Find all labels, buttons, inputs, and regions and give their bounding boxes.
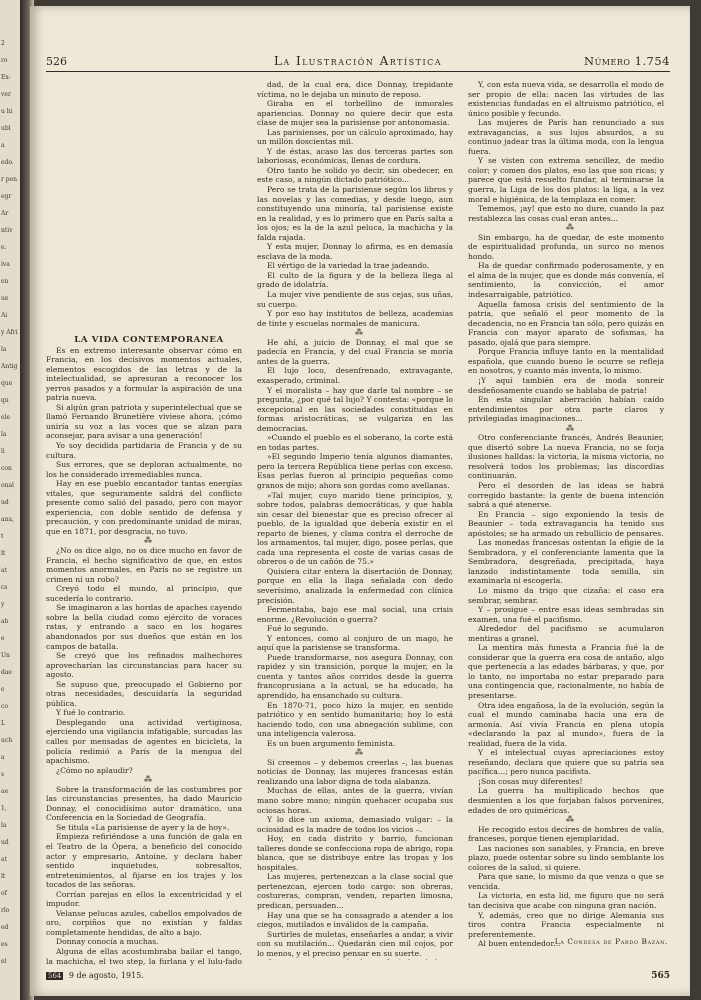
paragraph: Y por eso hay institutos de belleza, academias de tinte y escuelas normales de manicura. (257, 309, 453, 328)
edge-text-fragment: li (1, 448, 5, 455)
paragraph: dad, de la cual era, dice Donnay, trepidante víctima, no le dejaba un minuto de reposo. (257, 80, 453, 99)
paragraph: Corrían parejas en ellos la excentricidad y el impudor. (46, 889, 242, 909)
separator: ⁂ (566, 223, 576, 233)
edge-text-fragment: que (1, 380, 13, 387)
paragraph: El lujo loco, desenfrenado, extravagante, exasperado, criminal. (257, 366, 453, 385)
paragraph: Fué lo segundo. (267, 624, 329, 634)
paragraph: »El segundo Imperio tenía algunos diamantes, pero la tercera República tiene perlas con exceso. Esas perlas fueron al principio pequeñas como granos de mijo; ahora son gordas como avellanas. (257, 452, 453, 490)
separator: ⁂ (566, 815, 576, 825)
edge-text-fragment: ntiv (1, 227, 13, 234)
paragraph: Es un buen argumento feminista. (267, 738, 396, 748)
paragraph: Las mujeres de París han renunciado a sus extravagancias, a sus lujos absurdos, a su continuo jadear tras la última moda, con la lengua fuera. (468, 118, 664, 156)
separator: ⁂ (144, 536, 154, 546)
edge-text-fragment: en (1, 278, 9, 285)
edge-text-fragment: con (1, 465, 12, 472)
edge-text-fragment: 2 (1, 40, 5, 47)
edge-text-fragment: es (1, 941, 8, 948)
edge-text-fragment: ele (1, 414, 11, 421)
edge-text-fragment: t (1, 533, 4, 540)
separator: ⁂ (355, 748, 365, 758)
edge-text-fragment: uch (1, 737, 13, 744)
paragraph: Hoy, en cada distrito y barrio, funcionan talleres donde se confecciona ropa de abrigo, ropa blanca, que se distribuye entre las tropas y los hospitales. (257, 834, 453, 872)
column-3 (468, 80, 664, 960)
paragraph: ¿Cómo no aplaudir? (56, 765, 133, 775)
paragraph: Para que sane, lo mismo da que venza o que se vencida. (468, 872, 664, 891)
paragraph: Se titula «La parisiense de ayer y la de hoy». (56, 822, 230, 832)
paragraph: La mentira más funesta a Francia fué la de considerar que la guerra era cosa de antaño, algo que pertenecía a las edades bárbaras, y que, por lo tanto, no importaba no estar preparado para una contingencia que, racionalmente, no había de presentarse. (468, 643, 664, 700)
edge-text-fragment: ana, (1, 516, 14, 523)
edge-text-fragment: ed (1, 924, 9, 931)
edge-text-fragment: a (1, 142, 5, 149)
footer-page-number: 565 (651, 971, 670, 981)
paragraph: Es en extremo interesante observar cómo en Francia, en los decisivos momentos actuales, elementos escogidos de las letras y de la intelectualidad, se apresuran a reconocer los yerros pasados y a formular la aspiración de una patria nueva. (46, 345, 242, 403)
paragraph: Las mujeres, pertenezcan a la clase social que pertenezcan, ejercen todo cargo: son obreras, costureras, compran, venden, reparten limosna, predican, persuaden... (257, 872, 453, 911)
paragraph: Velanse pelucas azules, cabellos empolvados de oro, corpiños que no existían y faldas completamente hendidas, de alto a bajo. (46, 908, 242, 937)
author-signature: La Condesa de Pardo Bazán. (554, 937, 668, 946)
edge-text-fragment: ud (1, 839, 9, 846)
magazine-title: La Ilustración Artística (273, 54, 443, 68)
paragraph: Otra idea engañosa, la de la evolución, según la cual el mundo caminaba hacia una era de armonía. Así vivía Francia en plena utopía «declarando la paz al mundo», fuera de la realidad, fuera de la vida. (468, 700, 664, 748)
paragraph: Y el moralista – hay que darle tal nombre – se pregunta, ¿por qué tal lujo? Y contesta: «porque lo excepcional en las sociedades constituidas en formas aristocráticas, se vulgariza en las democracias. (257, 385, 453, 433)
paragraph: Alguna de ellas acostumbraba bailar el tango, la machicha, el two step, la furlana y el lulu-fado (46, 947, 242, 966)
paragraph: Lo mismo da trigo que cizaña: el caso era sembrar, sembrar. (468, 585, 664, 605)
previous-page-edge (0, 0, 20, 1000)
paragraph: Sobre la transformación de las costumbres por las circunstancias presentes, ha dado Mauricio Donnay, el conocidísimo autor dramático, una Conferencia en la Sociedad de Geografía. (46, 784, 242, 823)
paragraph: Y lo dice un axioma, demasiado vulgar: – la ociosidad es la madre de todos los vicios –. (257, 815, 453, 834)
edge-text-fragment: ro (1, 57, 8, 64)
paragraph: Y fué lo contrario. (56, 708, 126, 718)
edge-text-fragment: 1, (1, 805, 7, 812)
separator: ⁂ (355, 328, 365, 338)
page-footer (46, 971, 670, 985)
edge-text-fragment: lt (1, 873, 6, 880)
paragraph: Si creemos – y debemos creerlas –, las buenas noticias de Donnay, las mujeres francesas están realizando una labor digna de toda alabanza. (257, 757, 453, 786)
edge-text-fragment: ue (1, 295, 9, 302)
paragraph: ¿No os dice algo, no os dice mucho en favor de Francia, el hecho significativo de que, en estos momentos anormales, en París no se registre un crimen ni un robo? (46, 546, 242, 584)
paragraph: »Cuando el pueblo es el soberano, la corte está en todas partes. (257, 433, 453, 452)
edge-text-fragment: egr (1, 193, 12, 200)
edge-text-fragment: y Afri (1, 329, 18, 336)
footer-date: 9 de agosto, 1915. (68, 971, 144, 980)
edge-text-fragment: cs (1, 584, 8, 591)
magazine-page (30, 6, 690, 996)
paragraph: Y el intelectual cuyas apreciaciones estoy reseñando, declara que quiere que su patria sea pacífica...; pero nunca pacifista. (468, 748, 664, 777)
paragraph: Las naciones son sanables, y Francia, en breve plazo, puede ostentar sobre su lindo semblante los colores de la salud, si quiere. (468, 843, 664, 872)
paragraph: Si algún gran patriota y superintelectual que se llamó Fernando Brunetière viviese ahora, ¡cómo uniría su voz a las voces que se alzan para aconsejar, para avisar a una generación! (46, 402, 242, 441)
paragraph: Hay una que se ha consagrado a atender a los ciegos, mutilados e inválidos de la campaña. (257, 910, 453, 930)
paragraph (257, 958, 453, 960)
paragraph: Muchas de ellas, antes de la guerra, vivían mano sobre mano; ningún quehacer ocupaba sus ociosas horas. (257, 786, 453, 815)
edge-text-fragment: ah (1, 618, 9, 625)
edge-text-fragment: qu (1, 397, 9, 404)
paragraph: Y se visten con extrema sencillez, de medio color; y comen dos platos, eso las que son ricas; y parece que está resuelto fundar, al terminarse la guerra, la Liga de los dos platos: la liga, a la vez moral e higiénica, de la templaza en comer. (468, 156, 664, 204)
paragraph: Hay en ese pueblo encantador tantas energías vitales, que seguramente saldrá del conflicto presente como salió del pasado, pero con mayor experiencia, con doble sentido de defensa y precaución, y con predominante unidad de miras, que en 1871, por desgracia, no tuvo. (46, 479, 242, 536)
paragraph: »Tal mujer, cuyo marido tiene principios, y, sobre todos, palabras democráticas, y que habla sin cesar del bienestar que es preciso ofrecer al pueblo, de la igualdad que debería existir en el reparto de bienes, y clama contra el derroche de los armamentos, tal mujer, digo, posee perlas, que cada una representa el coste de varias casas de obreros o de un cañón de 75.» (257, 490, 453, 567)
edge-text-fragment: edo. (1, 159, 14, 166)
paragraph: Las monedas francesas ostentan la efigie de la Sembradora, y el conferenciante lamenta que la Sembradora, desgreñada, precipitada, haya lanzado indistintamente toda semilla, sin examinarla ni escogerla. (468, 538, 664, 586)
paragraph: Pero se trata de la parisiense según los libros y las novelas y las comedias, y desde luego, aun constituyendo una minoría, tal parisiense existe en la realidad, y es lo primero que en París salta a los ojos; es la de la azul peluca, la machicha y la falda rajada. (257, 185, 453, 242)
edge-text-fragment: e (1, 635, 5, 642)
edge-text-fragment: Ai (1, 312, 8, 319)
paragraph: Sus errores, que se deploran actualmente, no los he considerado irremediables nunca. (46, 460, 242, 479)
paragraph: El vértigo de la variedad la trae jadeando. (267, 261, 430, 271)
paragraph: He ahí, a juicio de Donnay, el mal que se padecía en Francia, y del cual Francia se moría antes de la guerra. (257, 337, 453, 366)
edge-text-fragment: co (1, 703, 8, 710)
edge-text-fragment: Ex- (1, 74, 11, 81)
edge-text-fragment: la (1, 346, 7, 353)
edge-text-fragment: lt (1, 550, 6, 557)
edge-text-fragment: dae (1, 669, 12, 676)
edge-text-fragment: Ar (1, 210, 9, 217)
paragraph: Ha de quedar confirmado poderosamente, y en el alma de la mujer, que es donde más convenía, el sentimiento, la convicción, el amor indesarraigable, patriótico. (468, 261, 664, 300)
paragraph: La mujer vive pendiente de sus cejas, sus uñas, su cuerpo. (257, 290, 453, 309)
paragraph: Empieza refiriéndose a una función de gala en el Teatro de la Ópera, a beneficio del conocido actor y empresario, Antoine, y declara haber sentido inquietudes, sobresaltos, entretenimientos, al fijarse en los trajes y los tocados de las señoras. (46, 832, 242, 890)
paragraph: Sin embargo, ha de quedar, de este momento de espiritualidad profunda, un surco no menos hondo. (468, 232, 664, 261)
edge-text-fragment: r pen (1, 176, 18, 183)
paragraph: Otro conferenciante francés, Andrés Beaunier, que disertó sobre La nueva Francia, no se forja ilusiones halldas: la victoria, la misma victoria, no resolverá todos los problemas; las discordias continuarán. (468, 433, 664, 481)
edge-text-fragment: iva (1, 261, 10, 268)
paragraph: Porque Francia influye tanto en la mentalidad española, que cuando bueno le ocurre se refleja en nosotros, y cuanto más inventa, lo mismo. (468, 347, 664, 376)
paragraph: Y de éstas, acaso las dos terceras partes son laboriosas, económicas, llenas de cordura. (257, 146, 453, 166)
paragraph: ¡Son cosas muy diferentes! (478, 776, 583, 786)
paragraph: Puede transformarse, nos asegura Donnay, con rapidez y sin transición, porque la mujer, en la cuenta y tantos años corridos desde la guerra francoprusiana a la actual, se ha educado, ha aprendido, ha ensanchado su cultura. (257, 652, 453, 700)
paragraph: Y – prosigue – entre esas ideas sembradas sin examen, una fué el pacifismo. (468, 605, 664, 624)
edge-text-fragment: y (1, 601, 5, 608)
edge-text-fragment: e (1, 686, 5, 693)
page-header (46, 51, 670, 72)
edge-text-fragment: ver (1, 91, 11, 98)
paragraph: Y esta mujer, Donnay lo afirma, es en demasía esclava de la moda. (257, 242, 453, 261)
paragraph: Giraba en el torbellino de inmorales apariencias. Donnay no quiere decir que esta clase de mujer sea la parisiense por antonomasia. (257, 99, 453, 128)
paragraph: Y, además, creo que no dirige Alemania sus tiros contra Francia especialmente ni preferentemente. (468, 910, 664, 939)
paragraph: Surtirles de muletas, enseñarles a andar, a vivir con su mutilación... Quedarán cien mil cojos, por lo menos, y el preciso pensar en su suerte. (257, 929, 453, 958)
paragraph: Fermentaba, bajo ese mal social, una crisis enorme. ¿Revolución o guerra? (257, 605, 453, 624)
edge-text-fragment: el (1, 958, 7, 965)
paragraph: Yo soy decidida partidaria de Francia y de su cultura. (46, 441, 242, 460)
paragraph: Al buen entendedor... (478, 939, 561, 949)
edge-text-fragment: s (1, 771, 5, 778)
edge-text-fragment: Antig (1, 363, 18, 370)
paragraph: Las parisienses, por un cálculo aproximado, hay un millón doscientas mil. (257, 127, 453, 147)
paragraph: En Francia – sigo exponiendo la tesis de Beaunier – toda extravagancia ha tenido sus apóstoles; se ha armado un rebullicio de pensares. (468, 509, 664, 538)
edge-text-fragment: ud (1, 499, 9, 506)
edge-text-fragment: L (1, 720, 5, 727)
paragraph: Se imaginaron a las hordas de apaches cayendo sobre la bella ciudad como ejército de voraces ratas, y entrando a saco en los hogares abandonados por sus dueños que están en los campos de batalla. (46, 603, 242, 651)
edge-text-fragment: at (1, 856, 7, 863)
edge-text-fragment: of (1, 890, 7, 897)
paragraph: Donnay conocía a muchas. (56, 937, 159, 947)
paragraph: Desplegando una actividad vertiginosa, ejerciendo una vigilancia infatigable, surcadas las calles por mensadas de agentes en bicicleta, la policía redimió a París de la mengua del apachismo. (46, 717, 242, 766)
paragraph: Quisiera citar entera la disertación de Donnay, porque en ella la llaga señalada con dedo severísimo, analizada la enfermedad con clínica precisión. (257, 566, 453, 605)
section-title: LA VIDA CONTEMPORÁNEA (74, 336, 224, 345)
header-page-number: 526 (46, 55, 67, 68)
paragraph: Se supuso que, preocupado el Gobierno por otras necesidades, descuidaría la seguridad pública. (46, 679, 242, 708)
paragraph: Alrededor del pacifismo se acumularon mentiras a granel. (468, 624, 664, 643)
paragraph: Se creyó que los refinados malhechores aprovecharían las circunstancias para hacer su agosto. (46, 651, 242, 680)
paragraph: La guerra ha multiplicado hechos que desmienten a los que forjaban falsos porvenires, edades de oro quiméricas. (468, 786, 664, 815)
paragraph: He recogido estos decires de hombres de valía, franceses, porque tienen ejemplaridad. (468, 824, 664, 844)
edge-text-fragment: ae (1, 788, 9, 795)
paragraph: En 1870-71, poco hizo la mujer, en sentido patriótico y en sentido humanitario; hoy lo está haciendo todo, con una abnegación sublime, con una inteligencia valerosa. (257, 700, 453, 739)
edge-text-fragment: rlo (1, 907, 10, 914)
paragraph: Creyó todo el mundo, al principio, que sucedería lo contrario. (46, 584, 242, 603)
paragraph: Aquella famosa crisis del sentimiento de la patria, que señaló el peor momento de la decadencia, no en Francia tan sólo, pero quizás en Francia con mayor aparato de sofismas, ha pasado, ojalá que para siempre. (468, 299, 664, 347)
column-1 (46, 336, 242, 966)
paragraph: Y entonces, como al conjuro de un mago, he aquí que la parisiense se transforma. (257, 633, 453, 653)
paragraph: La victoria, en esta lid, me figuro que no será tan decisiva que acabe con ninguna gran nación. (468, 891, 664, 911)
paragraph: El culto de la figura y de la belleza llega al grado de idolatría. (257, 270, 453, 290)
edge-text-fragment: e. (1, 244, 7, 251)
issue-number: Número 1.754 (584, 54, 670, 68)
paragraph: ¡Y aquí también era de moda sonreír desdeñosamente cuando se hablaba de patria! (468, 375, 664, 395)
edge-text-fragment: at (1, 567, 7, 574)
edge-text-fragment: Un (1, 652, 10, 659)
edge-text-fragment: u hi (1, 108, 13, 115)
paragraph: Pero el desorden de las ideas se habrá corregido bastante: la gente de buena intención sabrá a qué atenerse. (468, 480, 664, 510)
paragraph: Y, con esta nueva vida, se desarrolla el modo de ser propio de ella: nacen las virtudes de las existencias fundadas en el altruismo patriótico, el único posible y fecundo. (468, 80, 664, 118)
paragraph: Tememos, ¡ay! que esto no dure, cuando la paz restablezca las cosas cual eran antes... (468, 204, 664, 223)
edge-text-fragment: a (1, 754, 5, 761)
edge-text-fragment: ubl (1, 125, 11, 132)
footer-issue-box: 564 (48, 972, 62, 980)
edge-text-fragment: onal (1, 482, 14, 489)
separator: ⁂ (144, 775, 154, 785)
column-2 (257, 80, 453, 960)
separator: ⁂ (566, 423, 576, 433)
paragraph: En esta singular aberración habían caído entendimientos por otra parte claros y privilegiadas imaginaciones... (468, 395, 664, 424)
paragraph: Otro tanto he solido yo decir, sin obedecer, en este caso, a ningún dictado patriótico... (257, 165, 453, 185)
edge-text-fragment: la (1, 431, 7, 438)
edge-text-fragment: la (1, 822, 7, 829)
